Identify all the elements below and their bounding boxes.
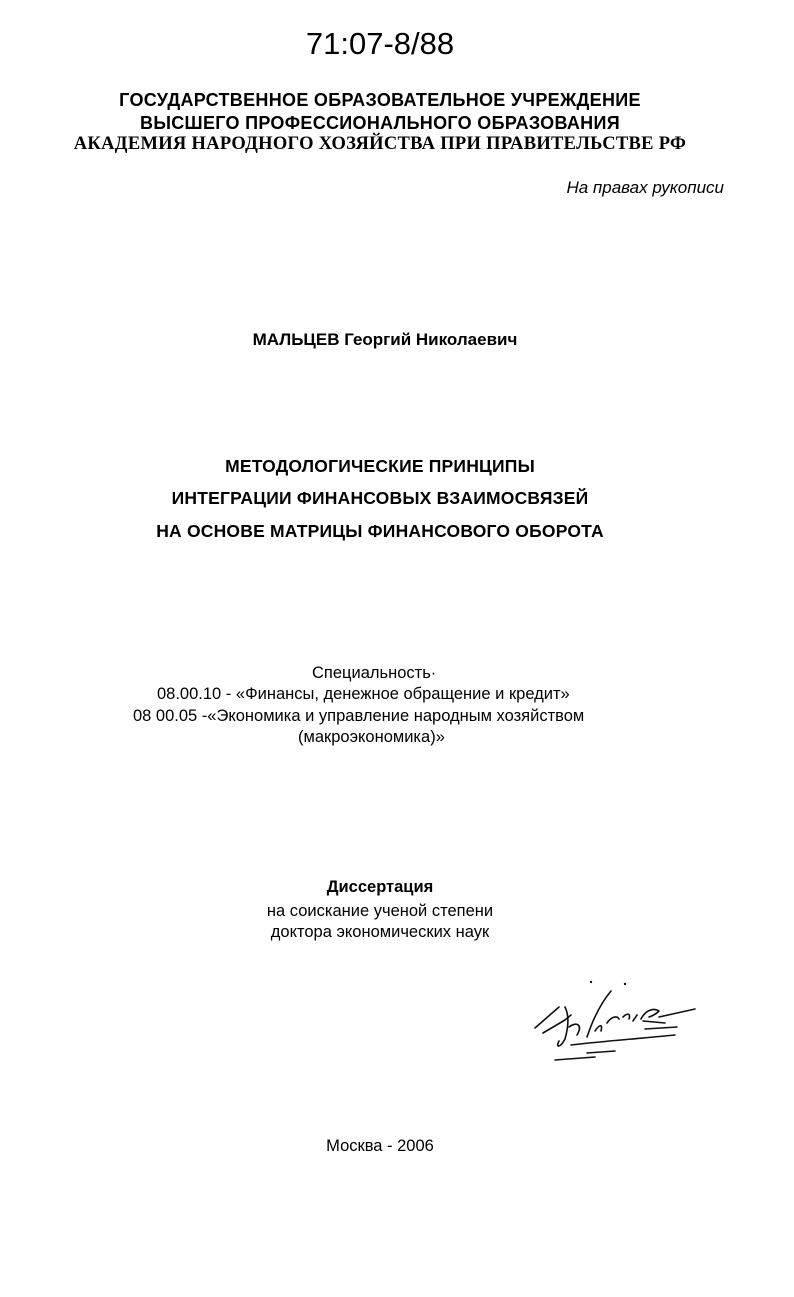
specialty-line-2: 08 00.05 -«Экономика и управление народным хозяйством [133,707,585,725]
specialty-label: Специальность· [312,664,437,682]
title-line-1: МЕТОДОЛОГИЧЕСКИЕ ПРИНЦИПЫ [225,456,535,476]
institution-line-3: АКАДЕМИЯ НАРОДНОГО ХОЗЯЙСТВА ПРИ ПРАВИТЕЛЬСТВЕ РФ [73,134,687,154]
institution-line-2: ВЫСШЕГО ПРОФЕССИОНАЛЬНОГО ОБРАЗОВАНИЯ [140,113,620,133]
title-line-2: ИНТЕГРАЦИИ ФИНАНСОВЫХ ВЗАИМОСВЯЗЕЙ [171,488,589,508]
catalog-number: 71:07-8/88 [305,26,455,61]
dissertation-line-2: доктора экономических наук [270,923,490,941]
city-year: Москва - 2006 [326,1137,434,1155]
author-name: МАЛЬЦЕВ Георгий Николаевич [252,330,518,349]
dissertation-heading: Диссертация [326,878,434,896]
rights-note: На правах рукописи [566,178,724,197]
specialty-line-2-continued: (макроэкономика)» [298,728,445,746]
signature-icon [525,965,705,1075]
title-line-3: НА ОСНОВЕ МАТРИЦЫ ФИНАНСОВОГО ОБОРОТА [156,521,604,541]
institution-line-1: ГОСУДАРСТВЕННОЕ ОБРАЗОВАТЕЛЬНОЕ УЧРЕЖДЕНИЕ [119,90,641,110]
dissertation-line-1: на соискание ученой степени [266,902,494,920]
specialty-line-1: 08.00.10 - «Финансы, денежное обращение и кредит» [157,685,570,703]
